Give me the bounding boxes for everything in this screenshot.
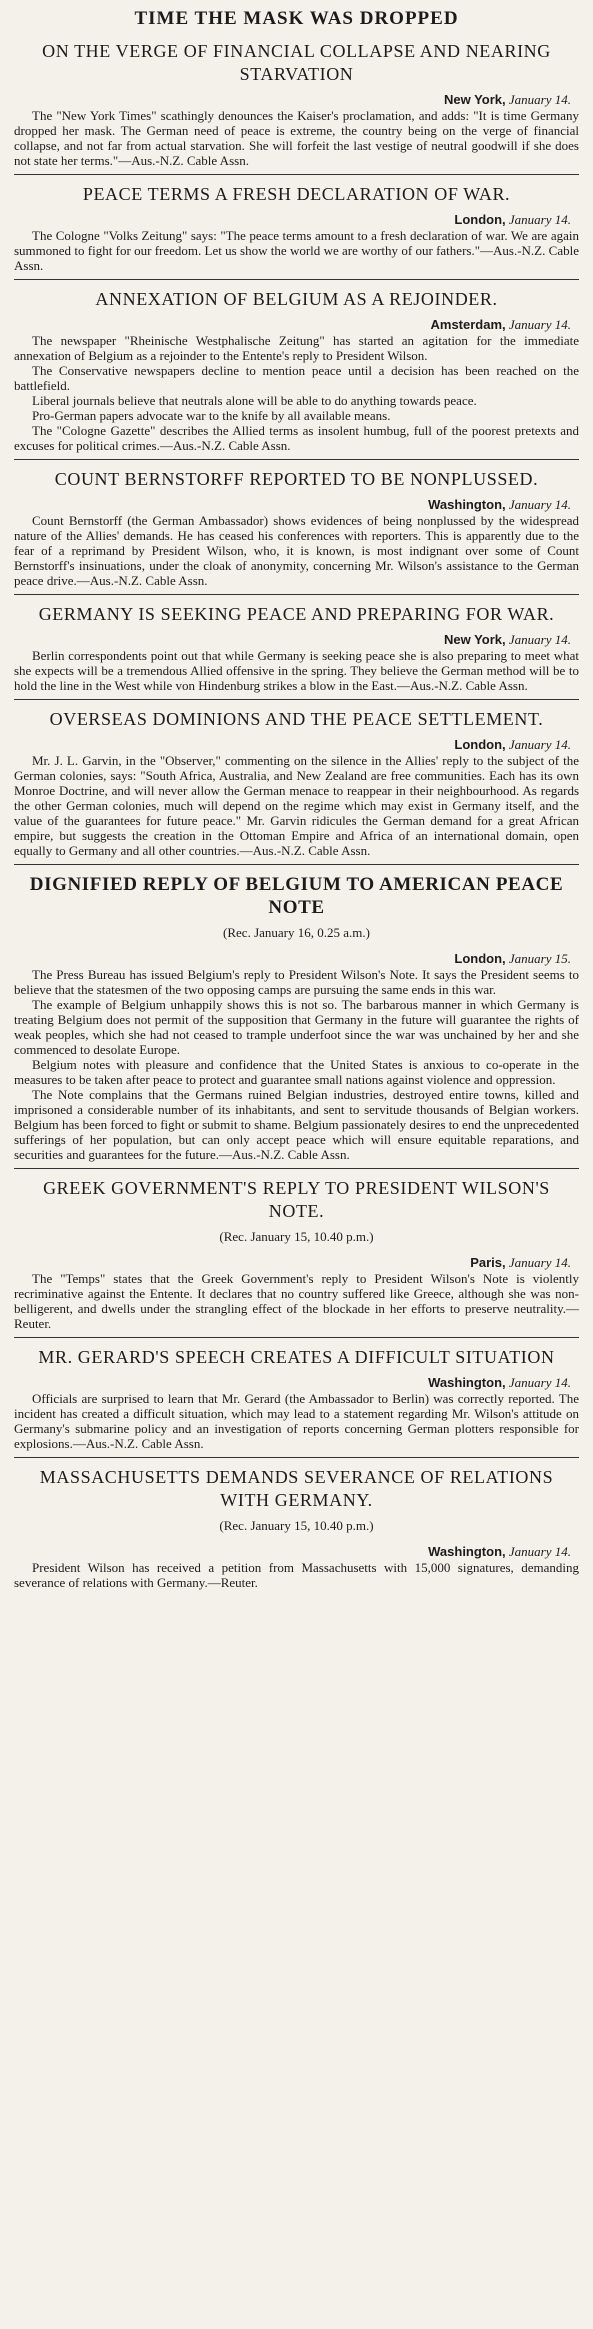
article-paragraph: The Note complains that the Germans ruined Belgian industries, destroyed entire towns, killed and imprisoned a considerable number of its inhabitants, and sent to servitude thousands of Belgian workers. Belgium has been forced to fight or submit to shame. Belgium passionately desires to end the unprecedented sufferings of her population, but can only accept peace which will ensure equitable reparations, and securities and guarantees for the future.—Aus.-N.Z. Cable Assn.: [14, 1087, 579, 1162]
article-paragraph: The Cologne "Volks Zeitung" says: "The peace terms amount to a fresh declaration of war. We are again summoned to fight for our freedom. Let us show the world we are worthy of our fathers."—Aus.-N.Z. Cable Assn.: [14, 228, 579, 273]
article-paragraph: Pro-German papers advocate war to the knife by all available means.: [32, 408, 391, 423]
article-paragraph: The Press Bureau has issued Belgium's reply to President Wilson's Note. It says the President seems to believe that the statesmen of the two opposing camps are pursuing the same ends in this war.: [14, 967, 579, 997]
article-paragraph: The example of Belgium unhappily shows this is not so. The barbarous manner in which Germany is treating Belgium does not permit of the supposition that Germany in the future will guarantee the rights of weak peoples, which she had not ceased to trample underfoot since the war was unchained by her and she commenced to desolate Europe.: [14, 997, 579, 1057]
dateline-date: January 14.: [508, 92, 571, 107]
dateline: [14, 1375, 571, 1391]
article: [14, 1457, 579, 1590]
section-divider: [14, 864, 579, 865]
dateline-place: Paris,: [470, 1255, 506, 1270]
dateline-date: January 14.: [508, 212, 571, 227]
article-paragraph: Berlin correspondents point out that while Germany is seeking peace she is also preparing to meet what she expects will be a tremendous Allied offensive in the spring. They believe the German method will be to hold the line in the West while von Hindenburg strikes a blow in the East.—Aus.-N.Z. Cable Assn.: [14, 648, 579, 693]
dateline-date: January 14.: [508, 1375, 571, 1390]
article: [14, 174, 579, 273]
article: [14, 699, 579, 858]
dateline-date: January 14.: [508, 632, 571, 647]
article-headline: COUNT BERNSTORFF REPORTED TO BE NONPLUSSED.: [54, 469, 539, 489]
article-paragraph: Count Bernstorff (the German Ambassador) shows evidences of being nonplussed by the widespread nature of the Allies' demands. He has ceased his conferences with reporters. This is apparently due to the fear of a reprimand by President Wilson, who, it is known, is most indignant over some of Count Bernstorff's insinuations, under the cloak of anonymity, concerning Mr. Wilson's assistance to the German peace drive.—Aus.-N.Z. Cable Assn.: [14, 513, 579, 588]
article: [14, 279, 579, 453]
article-headline: GREEK GOVERNMENT'S REPLY TO PRESIDENT WILSON'S NOTE.: [43, 1178, 550, 1221]
dateline-date: January 14.: [508, 317, 571, 332]
dateline: [14, 632, 571, 648]
dateline: [14, 1255, 571, 1271]
dateline-date: January 14.: [508, 1255, 571, 1270]
dateline-place: Washington,: [428, 497, 506, 512]
received-time: (Rec. January 16, 0.25 a.m.): [223, 925, 370, 940]
article-paragraph: President Wilson has received a petition from Massachusetts with 15,000 signatures, demanding severance of relations with Germany.—Reuter.: [14, 1560, 579, 1590]
dateline-date: January 15.: [508, 951, 571, 966]
article-list: [14, 40, 579, 1590]
received-time: (Rec. January 15, 10.40 p.m.): [219, 1518, 374, 1533]
dateline-place: Washington,: [428, 1375, 506, 1390]
dateline-place: Amsterdam,: [430, 317, 506, 332]
dateline-place: Washington,: [428, 1544, 506, 1559]
article-paragraph: Officials are surprised to learn that Mr. Gerard (the Ambassador to Berlin) was correctly reported. The incident has created a difficult situation, which may lead to a statement regarding Mr. Wilson's attitude on Germany's submarine policy and an investigation of reports concerning German plotters responsible for explosions.—Aus.-N.Z. Cable Assn.: [14, 1391, 579, 1451]
article-paragraph: Belgium notes with pleasure and confidence that the United States is anxious to co-operate in the measures to be taken after peace to protect and guarantee small nations against violence and oppression.: [14, 1057, 579, 1087]
article: [14, 864, 579, 1162]
article-headline: GERMANY IS SEEKING PEACE AND PREPARING FOR WAR.: [38, 604, 555, 624]
article-headline: PEACE TERMS A FRESH DECLARATION OF WAR.: [82, 184, 511, 204]
article: [14, 1337, 579, 1451]
section-divider: [14, 279, 579, 280]
section-divider: [14, 1337, 579, 1338]
article-paragraph: The Conservative newspapers decline to mention peace until a decision has been reached on the battlefield.: [14, 363, 579, 393]
article-paragraph: The "Temps" states that the Greek Government's reply to President Wilson's Note is violently recriminative against the Entente. It declares that no country suffered like Greece, although she was non-belligerent, and dwells under the strangling effect of the blockade in her efforts to preserve neutrality.—Reuter.: [14, 1271, 579, 1331]
page-title: TIME THE MASK WAS DROPPED: [134, 8, 459, 29]
article-paragraph: Liberal journals believe that neutrals alone will be able to do anything towards peace.: [32, 393, 477, 408]
received-time: (Rec. January 15, 10.40 p.m.): [219, 1229, 374, 1244]
section-divider: [14, 459, 579, 460]
article-headline: OVERSEAS DOMINIONS AND THE PEACE SETTLEMENT.: [49, 709, 544, 729]
article: [14, 1168, 579, 1331]
dateline-place: London,: [454, 212, 506, 227]
dateline-place: New York,: [443, 92, 506, 107]
article-headline: ANNEXATION OF BELGIUM AS A REJOINDER.: [95, 289, 498, 309]
dateline: [14, 92, 571, 108]
article: [14, 40, 579, 168]
dateline: [14, 1544, 571, 1560]
dateline-place: London,: [454, 951, 506, 966]
dateline-place: London,: [454, 737, 506, 752]
article-paragraph: The newspaper "Rheinische Westphalische Zeitung" has started an agitation for the immediate annexation of Belgium as a rejoinder to the Entente's reply to President Wilson.: [14, 333, 579, 363]
article-paragraph: The "New York Times" scathingly denounces the Kaiser's proclamation, and adds: "It is time Germany dropped her mask. The German need of peace is extreme, the country being on the verge of financial collapse, and not far from actual starvation. She will forfeit the last vestige of neutral goodwill if she does not state her terms."—Aus.-N.Z. Cable Assn.: [14, 108, 579, 168]
article-headline: DIGNIFIED REPLY OF BELGIUM TO AMERICAN PEACE NOTE: [29, 874, 564, 918]
dateline: [14, 497, 571, 513]
dateline-date: January 14.: [508, 1544, 571, 1559]
section-divider: [14, 174, 579, 175]
dateline: [14, 951, 571, 967]
section-divider: [14, 699, 579, 700]
section-divider: [14, 594, 579, 595]
article: [14, 594, 579, 693]
section-divider: [14, 1457, 579, 1458]
dateline: [14, 737, 571, 753]
article-paragraph: Mr. J. L. Garvin, in the "Observer," commenting on the silence in the Allies' reply to the subject of the German colonies, says: "South Africa, Australia, and New Zealand are free communities. Each has its own Monroe Doctrine, and will never allow the German menace to reappear in their neighbourhood. As regards the other German colonies, much will depend on the regime which may exist in Germany itself, and the value of the guarantees for future peace." Mr. Garvin ridicules the German demand for a great African empire, but suggests the creation in the Ottoman Empire and Africa of an international domain, open equally to Germany and all other countries.—Aus.-N.Z. Cable Assn.: [14, 753, 579, 858]
section-divider: [14, 1168, 579, 1169]
article-headline: ON THE VERGE OF FINANCIAL COLLAPSE AND NEARING STARVATION: [42, 41, 551, 84]
article: [14, 459, 579, 588]
dateline-date: January 14.: [508, 497, 571, 512]
dateline-date: January 14.: [508, 737, 571, 752]
article-headline: MASSACHUSETTS DEMANDS SEVERANCE OF RELATIONS WITH GERMANY.: [39, 1467, 554, 1510]
article-headline: MR. GERARD'S SPEECH CREATES A DIFFICULT SITUATION: [38, 1347, 555, 1367]
dateline-place: New York,: [443, 632, 506, 647]
dateline: [14, 212, 571, 228]
article-paragraph: The "Cologne Gazette" describes the Allied terms as insolent humbug, full of the poorest pretexts and excuses for political crimes.—Aus.-N.Z. Cable Assn.: [14, 423, 579, 453]
dateline: [14, 317, 571, 333]
